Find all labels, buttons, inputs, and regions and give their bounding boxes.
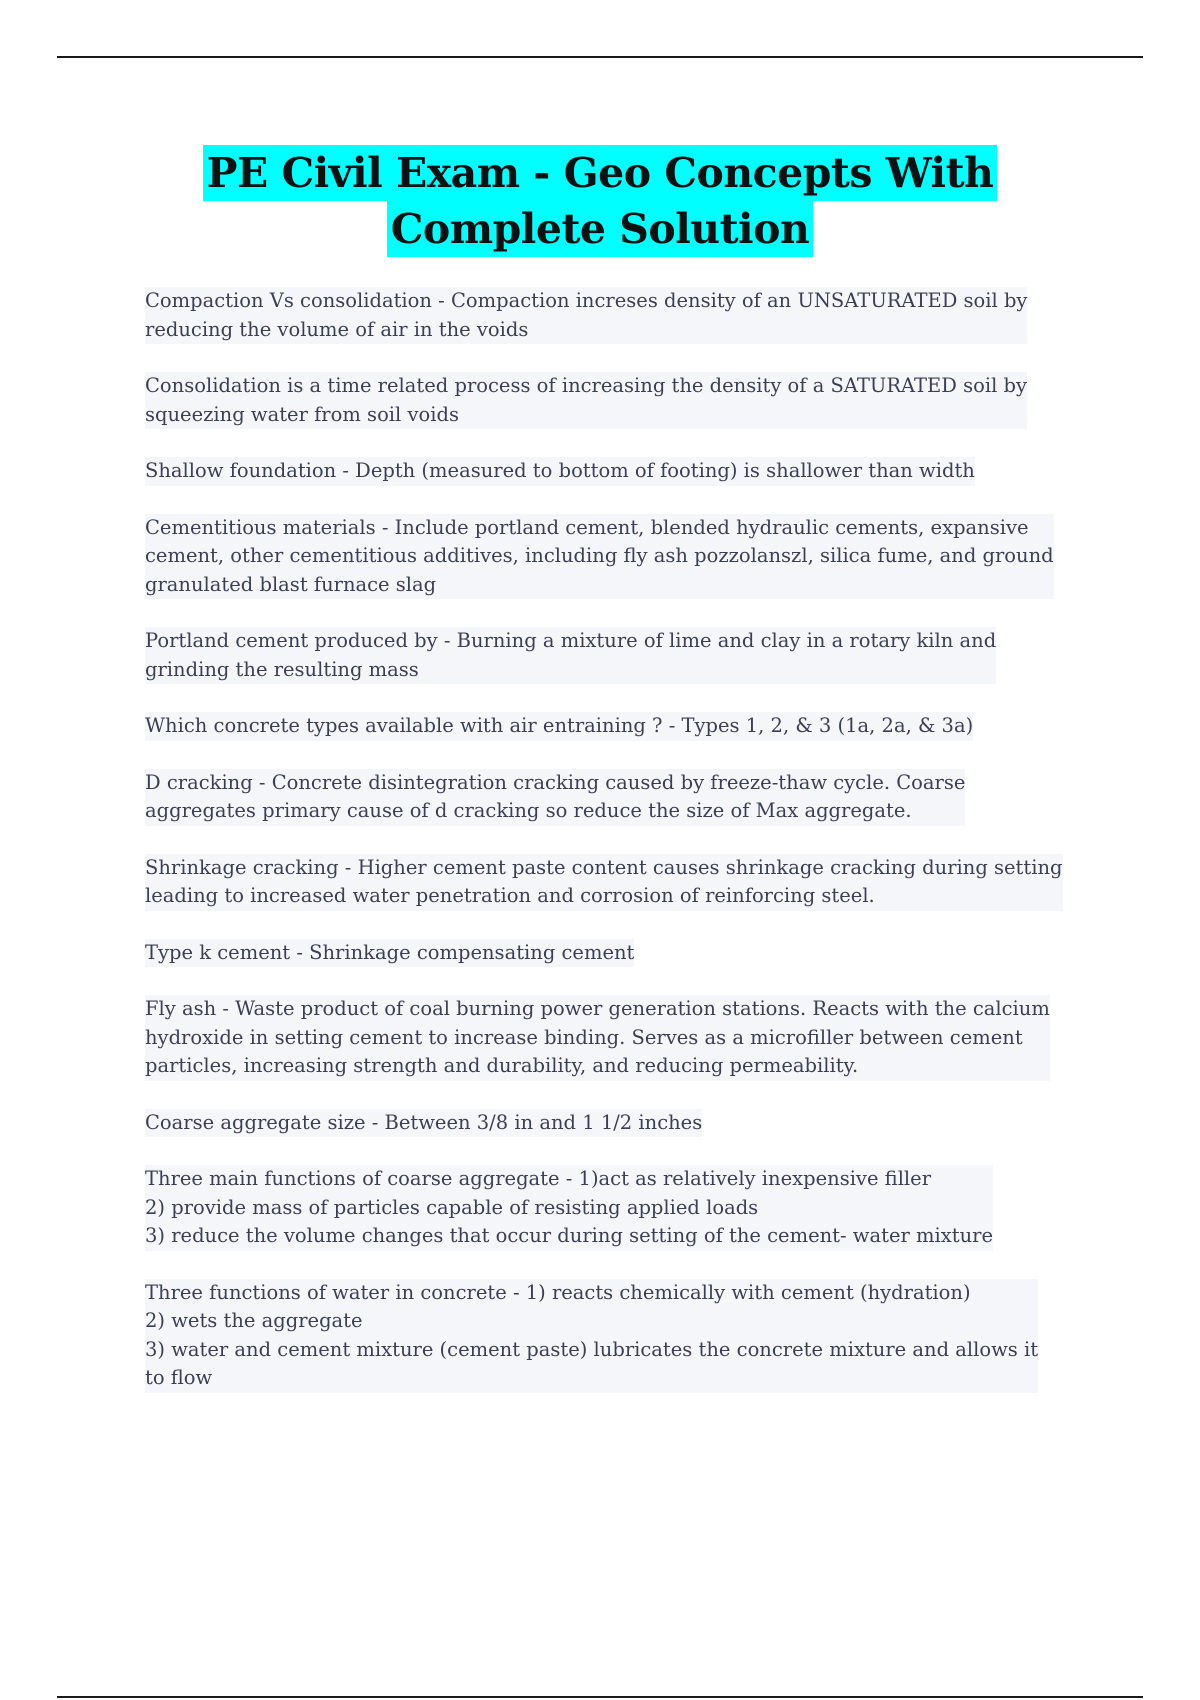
title-line-1: PE Civil Exam - Geo Concepts With <box>203 145 998 201</box>
entry-line: hydroxide in setting cement to increase binding. Serves as a microfiller between cement <box>145 1025 1023 1049</box>
header-rule <box>57 56 1143 58</box>
entry-wrap <box>145 1165 1090 1251</box>
footer-rule <box>57 1696 1143 1698</box>
entry-wrap <box>145 287 1090 344</box>
entry-line: 3) water and cement mixture (cement paste) lubricates the concrete mixture and allows it <box>145 1337 1039 1361</box>
entry-wrap <box>145 939 1090 968</box>
entry-line: leading to increased water penetration and corrosion of reinforcing steel. <box>145 884 875 907</box>
entry-line: Three functions of water in concrete - 1) reacts chemically with cement (hydration) <box>145 1280 971 1304</box>
entry-line: aggregates primary cause of d cracking so reduce the size of Max aggregate. <box>145 799 912 822</box>
entry-line: 2) wets the aggregate <box>145 1309 363 1332</box>
entry-line: granulated blast furnace slag <box>145 572 437 596</box>
entry-line: to flow <box>145 1366 213 1389</box>
qa-entry <box>145 995 1050 1081</box>
entry-line: D cracking - Concrete disintegration cracking caused by freeze-thaw cycle. Coarse <box>145 770 966 794</box>
entry-line: 2) provide mass of particles capable of resisting applied loads <box>145 1195 759 1219</box>
entry-line: Coarse aggregate size - Between 3/8 in and 1 1/2 inches <box>145 1110 703 1134</box>
entry-wrap <box>145 372 1090 429</box>
entry-line: 3) reduce the volume changes that occur during setting of the cement- water mixture <box>145 1224 993 1247</box>
entry-line: Compaction Vs consolidation - Compaction increses density of an UNSATURATED soil by <box>145 289 1028 312</box>
entry-line: Fly ash - Waste product of coal burning power generation stations. Reacts with the calcium <box>145 997 1050 1020</box>
qa-entry <box>145 854 1063 911</box>
qa-entry <box>145 457 975 486</box>
qa-entry <box>145 769 965 826</box>
entry-line: Shallow foundation - Depth (measured to bottom of footing) is shallower than width <box>145 459 975 482</box>
entry-line: Cementitious materials - Include portland cement, blended hydraulic cements, expansive <box>145 515 1029 539</box>
qa-entry <box>145 1165 993 1251</box>
entry-line: squeezing water from soil voids <box>145 402 459 426</box>
entry-line: Portland cement produced by - Burning a mixture of lime and clay in a rotary kiln and <box>145 629 997 652</box>
entry-wrap <box>145 712 1090 741</box>
qa-entry <box>145 627 996 684</box>
qa-entry <box>145 1279 1038 1393</box>
qa-entry <box>145 939 634 968</box>
entry-line: Which concrete types available with air entraining ? - Types 1, 2, & 3 (1a, 2a, & 3a) <box>145 714 974 737</box>
entry-line: Type k cement - Shrinkage compensating cement <box>145 940 635 964</box>
document-body <box>145 287 1090 1421</box>
entry-line: reducing the volume of air in the voids <box>145 317 529 341</box>
entry-wrap <box>145 627 1090 684</box>
entry-wrap <box>145 995 1090 1081</box>
entry-wrap <box>145 1109 1090 1138</box>
entry-line: Shrinkage cracking - Higher cement paste content causes shrinkage cracking during setting <box>145 855 1063 879</box>
qa-entry <box>145 372 1027 429</box>
qa-entry <box>145 712 973 741</box>
qa-entry <box>145 514 1054 600</box>
entry-line: Three main functions of coarse aggregate - 1)act as relatively inexpensive filler <box>145 1167 932 1190</box>
entry-line: Consolidation is a time related process of increasing the density of a SATURATED soil by <box>145 374 1028 397</box>
entry-wrap <box>145 514 1090 600</box>
qa-entry <box>145 1109 702 1138</box>
entry-line: cement, other cementitious additives, including fly ash pozzolanszl, silica fume, and ground <box>145 544 1054 567</box>
entry-wrap <box>145 1279 1090 1393</box>
title-line-2: Complete Solution <box>387 201 814 257</box>
qa-entry <box>145 287 1027 344</box>
entry-wrap <box>145 769 1090 826</box>
entry-line: grinding the resulting mass <box>145 657 419 681</box>
entry-wrap <box>145 854 1090 911</box>
page-title <box>0 145 1200 257</box>
entry-wrap <box>145 457 1090 486</box>
entry-line: particles, increasing strength and durability, and reducing permeability. <box>145 1054 859 1077</box>
